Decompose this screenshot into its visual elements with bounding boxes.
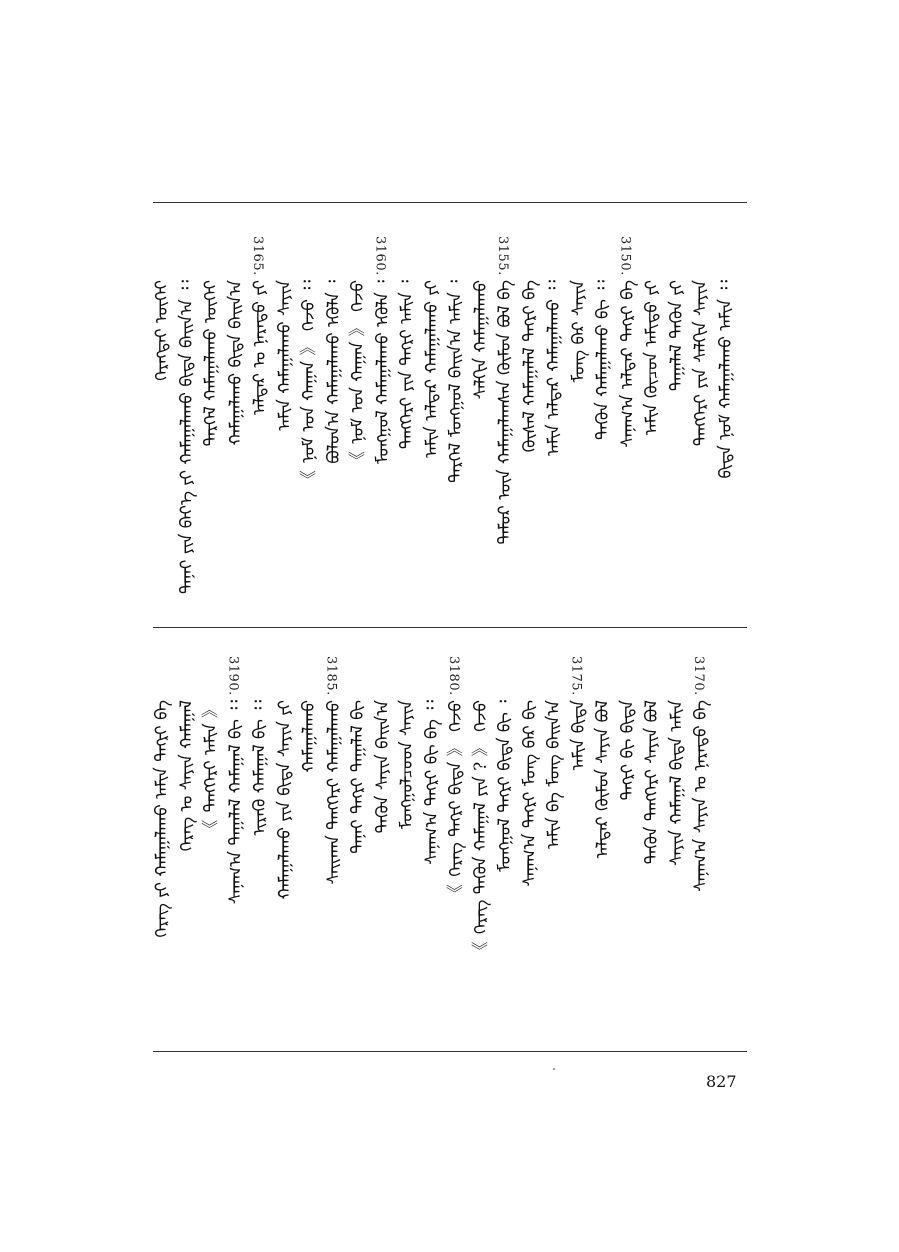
bottom-rule: [153, 1051, 747, 1052]
verse-text: ᠲᠠᠭᠠᠯᠠᠯ ᠲᠡᠭᠦᠨ ᠶᠢ: [666, 280, 687, 392]
verse-text: ᠪᠢᠳᠡ ᠨᠣᠮ ᠬᠠᠮᠠᠭᠠᠯᠠᠬᠤ ᠠᠮᠢᠨ ᠄᠄: [715, 280, 736, 479]
verse-text: ᠠᠮᠢᠨ ᠬᠠᠮᠠᠭᠠᠯᠠᠬᠤ ᠰᠠᠶᠢᠨ: [274, 280, 295, 431]
verse-line: [420, 652, 444, 1032]
verse-text: ᠰᠠᠶᠢᠨ ᠬᠠᠮᠠᠭᠠᠯ ᠪᠢᠳᠡ ᠠᠮᠢᠨ: [666, 700, 687, 866]
middle-rule: [153, 627, 747, 628]
verse-line: [175, 652, 199, 1032]
verse-line: [322, 652, 346, 1032]
verse-text: ᠮᠣᠩᠭᠣᠯ ᠬᠠᠮᠠᠭᠠᠯᠠᠬᠤ ᠡᠭᠦᠯᠡ ᠄: [372, 280, 393, 465]
verse-line: [493, 652, 517, 1032]
verse-line: [444, 232, 468, 612]
verse-line: [224, 232, 248, 612]
verse-text: ᠠᠮᠢᠨ ᠬᠦᠴᠦᠨ ᠠᠮᠢᠳᠤ ᠶᠢ: [642, 280, 662, 436]
verse-text: ᠲᠡᠩᠭᠡᠷᠢ ᠶᠢᠨ ᠰᠠᠯᠬᠢᠨ ᠰᠠᠶᠢᠨ: [691, 280, 711, 447]
verse-line: [591, 652, 615, 1032]
verse-line: [469, 232, 493, 612]
verse-line: [665, 232, 689, 612]
verse-line: [542, 652, 566, 1032]
verse-line: [469, 652, 493, 1032]
verse-line: [665, 652, 689, 1032]
verse-text: ᠠᠯᠳᠠᠷ ᠬᠦᠮᠦᠨ ᠰᠠᠶᠢᠨ ᠪᠣᠯ: [593, 700, 613, 859]
verse-line: [542, 232, 566, 612]
verse-line: [518, 232, 542, 612]
verse-line: [395, 652, 419, 1032]
verse-text: ᠠᠮᠢᠨ ᠪᠡ ᠮᠣᠩ ᠪᠠᠢᠨ᠎ᠠ: [544, 700, 564, 849]
verse-text: ᠠᠮᠢᠨ ᠠᠯᠳᠠᠷ ᠬᠠᠮᠠᠭᠠᠯᠠᠬᠤ ᠄᠄: [544, 280, 564, 456]
line-number: 3175.: [568, 656, 584, 696]
verse-text: ᠠᠮᠢᠨ ᠠᠯᠳᠠᠷ ᠬᠠᠮᠠᠭᠠᠯᠠᠬᠤ ᠶᠢ: [421, 280, 442, 458]
verse-text: ᠲᠡᠷᠭᠡᠯ ᠮᠣᠩᠭᠣᠯ ᠪᠠᠢᠨ᠎ᠠ ᠠᠮᠢᠨ ᠄: [446, 280, 466, 483]
verse-line: [199, 232, 223, 612]
verse-text: 《 ᠨᠣᠮ ᠤᠨ ᠬᠠᠭᠠᠨ 》 ᠭᠡᠵᠦ ᠄᠄: [299, 280, 319, 488]
line-number: 3150.: [617, 236, 633, 276]
verse-text: ᠢᠷᠡᠭᠦ ᠬᠠᠮᠠᠭᠠᠯ ᠪᠢ ᠄᠄: [250, 700, 270, 836]
verse-text: ᠲᠡᠮᠦᠷ ᠦᠨ ᠬᠠᠮᠠᠭᠠᠯᠠᠭᠰᠠᠨ ᠬᠦᠮᠦᠨ ᠪᠣᠯ ᠪᠡ: [495, 280, 515, 545]
verse-line: [297, 652, 321, 1032]
verse-text: ᠲᠡᠭᠦᠨ ᠬᠠᠮᠠᠭᠠᠯᠠᠬᠤ ᠪᠢ ᠄᠄: [593, 280, 613, 440]
verse-text: ᠲᠠᠨᠠᠢ ᠲᠡᠭᠷᠢ ᠲᠠᠭᠠᠯᠠᠯ ᠪᠢ: [348, 700, 368, 854]
verse-line: [273, 232, 297, 612]
verse-text: ᠲᠡᠩᠭᠡᠷᠢ ᠶᠢᠨ ᠲᠡᠭᠷᠢ ᠠᠮᠢᠨ ᠄: [397, 280, 417, 450]
verse-text: ᠠᠯᠳᠠᠷ ᠤ ᠨᠡᠷᠡᠲᠦ ᠶᠢ: [250, 280, 270, 416]
verse-line: [444, 652, 468, 1032]
verse-line: [224, 652, 248, 1032]
verse-text: ᠬᠡᠷᠡᠭᠲᠡᠢ ᠦᠭᠡᠢ: [152, 280, 172, 381]
verse-text: 《 ᠬᠡᠷᠡᠭ ᠲᠡᠭᠦᠨ ᠬᠠᠮᠠᠭᠠᠯ ᠶᠢᠨ ? 》 ᠭᠡᠵᠦ: [470, 700, 491, 959]
verse-line: [371, 232, 395, 612]
line-number: 3165.: [250, 236, 265, 276]
verse-text: ᠰᠠᠨᠠᠭ᠎ᠠ ᠲᠠᠭᠠᠯᠠᠯ ᠬᠠᠮᠠᠭᠠᠯ ᠪᠢ ᠄᠄: [225, 700, 246, 905]
verse-text: ᠠᠮᠢᠨ ᠪᠢᠳᠡ: [568, 700, 589, 771]
verse-line: [518, 652, 542, 1032]
verse-text: ᠲᠡᠷᠭᠡᠯ ᠬᠠᠮᠠᠭᠠᠯᠠᠬᠤ ᠦᠭᠡᠢ: [201, 280, 221, 447]
verse-line: [714, 232, 738, 612]
verse-line: [346, 652, 370, 1032]
verse-line: [493, 232, 517, 612]
verse-text: 《 ᠬᠡᠷᠡᠭ ᠲᠡᠭᠷᠢ ᠪᠢᠳᠡ 》 ᠭᠡᠵᠦ: [446, 700, 466, 902]
line-number: 3155.: [495, 236, 510, 276]
verse-line: [150, 652, 174, 1032]
verse-text: ᠲᠡᠭᠦᠨ ᠲᠡᠩᠭᠡᠷᠢ ᠰᠠᠶᠢᠨ ᠪᠣᠯ: [642, 700, 662, 865]
verse-block-upper: [150, 232, 750, 612]
verse-line: [689, 652, 713, 1032]
verse-text: ᠲᠡᠭᠷᠢ ᠪᠢ ᠪᠢᠳᠡ: [617, 700, 638, 801]
speck: [553, 1068, 555, 1070]
line-number: 3160.: [372, 236, 388, 276]
verse-line: [616, 232, 640, 612]
verse-line: [199, 652, 223, 1032]
verse-line: [567, 652, 591, 1032]
verse-line: [395, 232, 419, 612]
verse-text: ᠮᠣᠩᠭᠣᠯ ᠲᠡᠭᠷᠢ ᠪᠢᠳᠡ ᠪᠢ ᠄: [495, 700, 515, 872]
verse-line: [150, 232, 174, 612]
verse-text: ᠲᠠᠨᠠᠢ ᠶᠢᠨ ᠪᠡᠶ᠎ᠡ ᠶᠢ ᠬᠠᠮᠠᠭᠠᠯᠠᠬᠤ ᠪᠢᠳᠡ ᠪᠠᠢᠨ᠎ᠠ ᠄᠄: [176, 280, 197, 594]
line-number: 3185.: [323, 656, 339, 696]
verse-line: [273, 652, 297, 1032]
verse-line: [420, 232, 444, 612]
verse-line: [248, 232, 272, 612]
verse-line: [616, 652, 640, 1032]
verse-text: ᠰᠠᠢᠬᠠᠨ ᠲᠡᠩᠭᠡᠷᠢ ᠬᠠᠮᠠᠭᠠᠯᠠᠬᠤ: [323, 700, 344, 885]
verse-text: ᠬᠠᠮᠠᠭᠠᠯᠠᠬᠤ ᠪᠢᠳᠡ ᠪᠠᠢᠨ᠎ᠠ: [225, 280, 246, 446]
verse-text: 《 ᠲᠡᠩᠭᠡᠷᠢ ᠠᠮᠢᠨ 》: [201, 700, 221, 837]
verse-text: ᠰᠠᠨᠠᠭ᠎ᠠ ᠲᠡᠭᠷᠢ ᠮᠣᠩ ᠪᠠᠷ ᠪᠢ: [519, 700, 540, 887]
verse-line: [346, 232, 370, 612]
line-number: 3170.: [691, 656, 706, 696]
verse-text: ᠰᠠᠯᠬᠢᠨ ᠬᠠᠮᠠᠭᠠᠯᠠᠬᠤ: [470, 280, 491, 400]
verse-line: [640, 232, 664, 612]
verse-text: ᠲᠡᠭᠦᠨ ᠰᠠᠶᠢᠨ ᠪᠠᠢᠨ᠎ᠠ: [372, 700, 393, 834]
verse-text: ᠪᠣᠯᠤᠨ᠎ᠠ ᠬᠠᠮᠠᠭᠠᠯᠠᠬᠤ ᠡᠭᠦᠯᠡ ᠄: [323, 280, 344, 464]
verse-line: [689, 232, 713, 612]
verse-line: [248, 652, 272, 1032]
verse-text: ᠬᠦᠰᠡᠯ ᠬᠠᠮᠠᠭᠠᠯᠠᠯ ᠲᠡᠭᠷᠢ ᠪᠡ: [519, 280, 540, 453]
verse-text: ᠮᠣᠩ ᠪᠠᠷ ᠰᠠᠶᠢᠨ: [568, 280, 589, 383]
verse-line: [567, 232, 591, 612]
verse-text: 《 ᠨᠣᠮ ᠤᠨ ᠬᠠᠭᠠᠨ 》 ᠭᠡᠵᠦ: [348, 280, 368, 469]
verse-line: [175, 232, 199, 612]
verse-text: ᠰᠠᠨᠠᠭ᠎ᠠ ᠲᠡᠭᠷᠢ ᠪᠢ ᠪᠡ ᠄᠄: [421, 700, 442, 865]
verse-text: ᠬᠡᠷᠡᠭ ᠶᠢ ᠬᠠᠮᠠᠭᠠᠯᠠᠬᠤ ᠠᠮᠢᠨ ᠲᠡᠭᠷᠢ ᠪᠡ: [152, 700, 172, 938]
verse-text: ᠰᠠᠨᠠᠭ᠎ᠠ ᠠᠯᠳᠠᠷ ᠲᠡᠭᠷᠢ ᠪᠡ: [617, 280, 638, 448]
verse-text: ᠬᠠᠮᠠᠭᠠᠯᠠᠬᠤ: [299, 700, 319, 773]
verse-line: [371, 652, 395, 1032]
verse-line: [297, 232, 321, 612]
page-number: 827: [706, 1072, 737, 1091]
verse-text: ᠬᠡᠷᠡᠭ ᠤ ᠰᠠᠶᠢᠨ ᠬᠠᠮᠠᠭᠠᠯ: [176, 700, 197, 852]
top-rule: [153, 202, 747, 203]
verse-block-lower: [150, 652, 750, 1032]
verse-line: [322, 232, 346, 612]
verse-line: [591, 232, 615, 612]
verse-text: ᠮᠣᠩᠭᠣᠯᠴᠤᠳ ᠰᠠᠶᠢᠨ: [397, 700, 417, 830]
line-number: 3180.: [446, 656, 461, 696]
verse-text: ᠰᠠᠨᠠᠭ᠎ᠠ ᠰᠠᠶᠢᠨ ᠤ ᠨᠡᠷᠡᠲᠦ ᠪᠡ: [691, 700, 711, 892]
line-number: 3190.: [225, 656, 241, 696]
verse-line: [640, 652, 664, 1032]
verse-text: ᠬᠠᠮᠠᠭᠠᠯᠠᠬᠤ ᠶᠢᠨ ᠪᠢᠳᠡ ᠰᠠᠶᠢᠨ ᠶᠢ: [274, 700, 295, 900]
